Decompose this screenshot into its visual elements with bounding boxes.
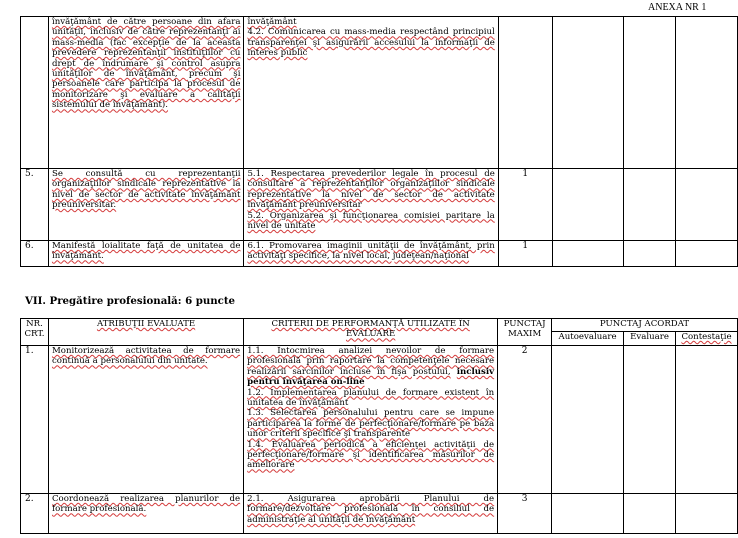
max-score: 2 [498,346,552,494]
header-max-score: PUNCTAJ MAXIM [498,319,552,346]
row-number: 2. [21,494,49,534]
evaluation-cell[interactable] [624,494,676,534]
annex-label: ANEXA NR 1 [648,2,707,13]
table-row [21,241,738,267]
header-self-evaluation: Autoevaluare [552,332,624,346]
table-row [21,17,738,169]
attribute-cell: Se consultă cu reprezentanţii organizaţiilor sindicale reprezentative la nivel de sector de activitate învăţământ preuniversitar. [48,169,244,241]
criteria-cell: 2.1. Asigurarea aprobării Planului de formare/dezvoltare profesională în consiliul de administraţie al unităţii de învăţământ [244,494,498,534]
header-nr: NR. CRT. [21,319,49,346]
section-title: VII. Pregătire profesională: 6 puncte [25,295,236,307]
header-attributes: ATRIBUŢII EVALUATE [48,319,243,346]
top-evaluation-table [20,16,738,267]
self-evaluation-cell[interactable] [552,169,624,241]
header-appeal: Contestaţie [675,332,737,346]
self-evaluation-cell[interactable] [552,241,624,267]
header-awarded-score: PUNCTAJ ACORDAT [552,319,738,332]
professional-training-table [20,318,738,534]
evaluation-cell[interactable] [624,346,676,494]
evaluation-cell[interactable] [624,17,676,169]
header-evaluation: Evaluare [624,332,676,346]
self-evaluation-cell[interactable] [552,17,624,169]
max-score [498,17,552,169]
attribute-cell: Manifestă loialitate faţă de unitatea de învăţământ. [48,241,244,267]
max-score: 1 [498,241,552,267]
appeal-cell[interactable] [675,494,737,534]
appeal-cell[interactable] [675,346,737,494]
header-row [21,319,738,332]
table-row [21,169,738,241]
table-row [21,494,738,534]
row-number: 5. [21,169,49,241]
evaluation-cell[interactable] [624,241,676,267]
attribute-cell: Monitorizează activitatea de formare continuă a personalului din unitate. [48,346,243,494]
criteria-cell: 6.1. Promovarea imaginii unităţii de învăţământ, prin activităţi specifice, la nivel local, judeţean/naţional [244,241,498,267]
criteria-cell: 5.1. Respectarea prevederilor legale în procesul de consultare a reprezentanţilor organizaţiilor sindicale reprezentative la nivel de sector de activitate învăţământ preuniversitar 5.2. Organizarea şi funcţionarea comisiei paritare la nivel de unitate [244,169,498,241]
criteria-cell: 1.1. Întocmirea analizei nevoilor de formare profesională prin raportare la competenţele necesare realizării sarcinilor incluse în fişa postului, inclusiv pentru învăţarea on-line 1.2. Implementarea planului de formare existent în unitatea de învăţământ 1.3. Selectarea personalului pentru care se impune participarea la forme de perfecţionare/formare pe baza unor criterii specifice şi transparente 1.4. Evaluarea periodică a eficienţei activităţii de perfecţionare/formare şi identificarea măsurilor de ameliorare [244,346,498,494]
appeal-cell[interactable] [676,241,738,267]
appeal-cell[interactable] [676,17,738,169]
row-number [21,17,49,169]
attribute-cell: învăţământ de către persoane din afara unităţii, inclusiv de către reprezentanţi ai mass-media (fac excepţie de la aceasta prevedere reprezentanţii instituţiilor cu drept de îndrumare şi control asupra unităţilor de învăţământ, precum şi persoanele care participa la procesul de monitorizare şi evaluare a calităţii sistemului de învăţământ). [48,17,244,169]
criteria-cell: învăţământ 4.2. Comunicarea cu mass-media respectând principiul transparenţei şi asigurării accesului la informaţii de interes public [244,17,498,169]
self-evaluation-cell[interactable] [552,346,624,494]
max-score: 3 [498,494,552,534]
self-evaluation-cell[interactable] [552,494,624,534]
max-score: 1 [498,169,552,241]
attribute-cell: Coordonează realizarea planurilor de formare profesională. [48,494,243,534]
table-row [21,346,738,494]
appeal-cell[interactable] [676,169,738,241]
evaluation-cell[interactable] [624,169,676,241]
header-criteria: CRITERII DE PERFORMANŢĂ UTILIZATE ÎN EVALUARE [244,319,498,346]
row-number: 6. [21,241,49,267]
row-number: 1. [21,346,49,494]
